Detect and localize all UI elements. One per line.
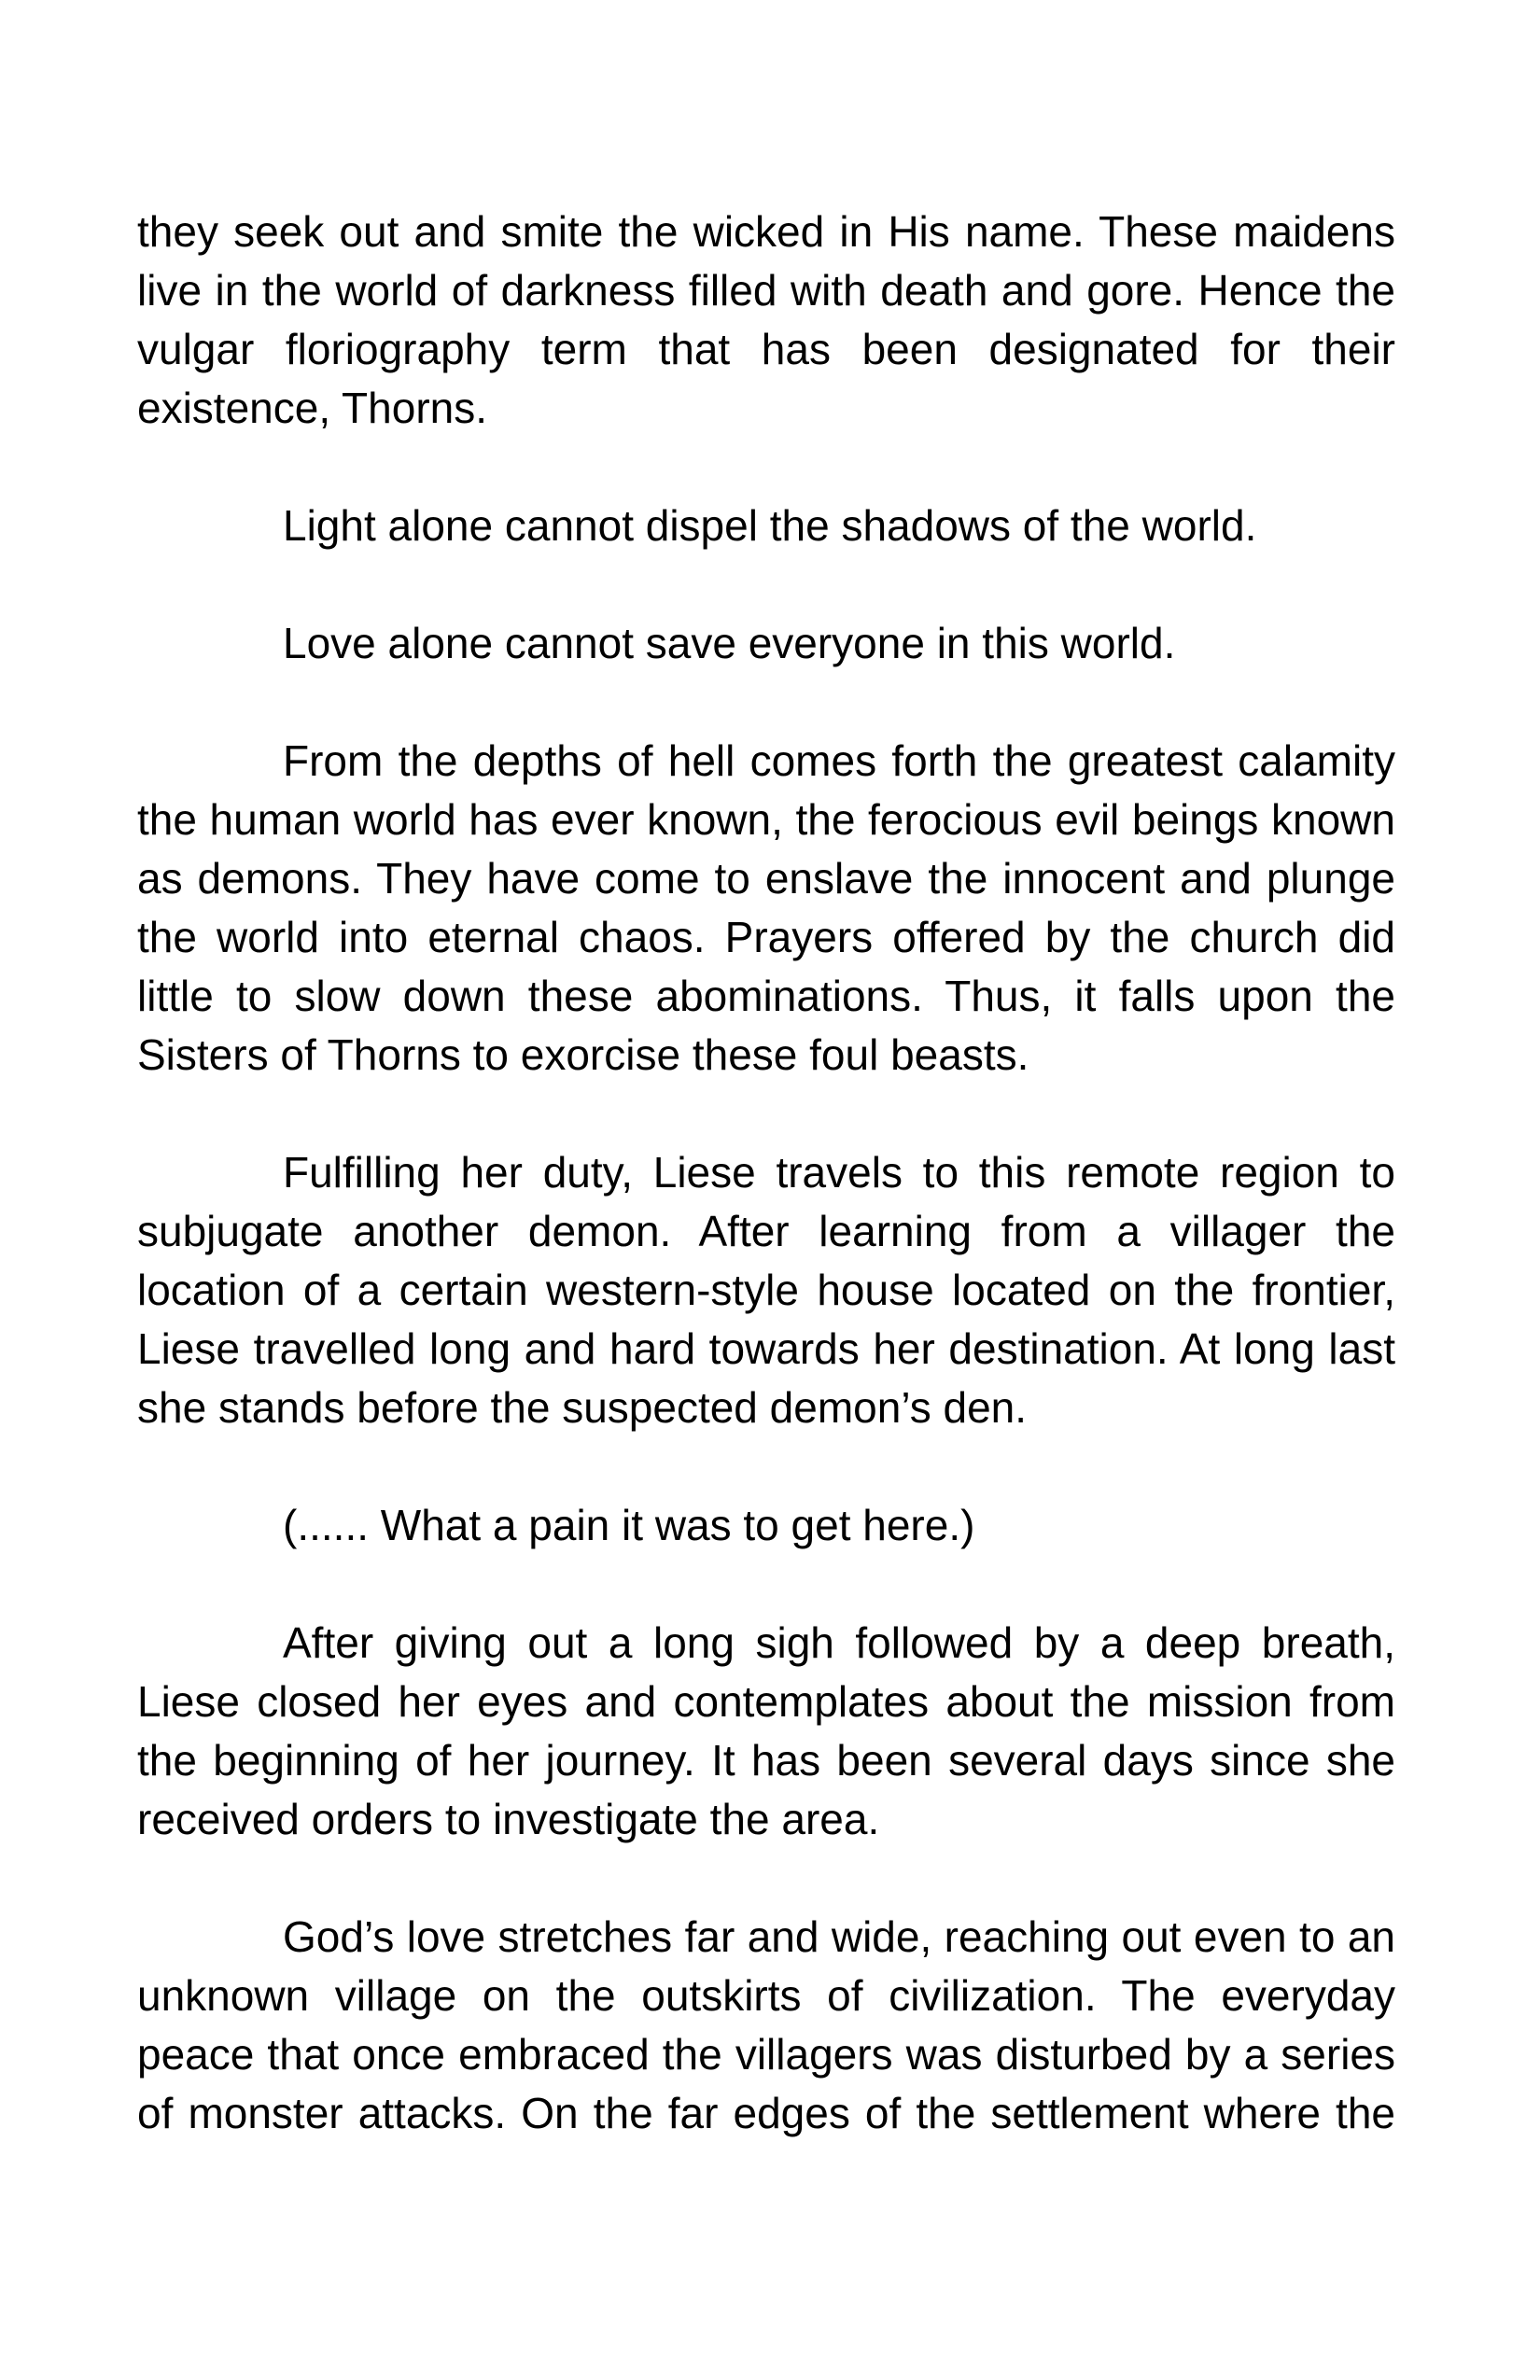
paragraph-gods-love: God’s love stretches far and wide, reaching out even to an unknown village on the outskirts of civilization. The everyday peace that once embraced the villagers was disturbed by a series of monster attacks. On the far edges of the settlement where the <box>137 1912 1395 2137</box>
thought-parenthetical: (...... What a pain it was to get here.) <box>283 1501 975 1549</box>
paragraph-demons-calamity: From the depths of hell comes forth the greatest calamity the human world has ever known, the ferocious evil beings known as demons. They have come to enslave the innocent and plunge the world into eternal chaos. Prayers offered by the church did little to slow down these abominations. Thus, it falls upon the Sisters of Thorns to exorcise these foul beasts. <box>137 736 1395 1079</box>
quote-love-alone: Love alone cannot save everyone in this world. <box>283 619 1176 667</box>
text-column <box>137 203 1395 2143</box>
quote-light-alone: Light alone cannot dispel the shadows of the world. <box>283 501 1257 550</box>
paragraph-thorns-continuation: they seek out and smite the wicked in His name. These maidens live in the world of darkness filled with death and gore. Hence the vulgar floriography term that has been designated for their existence, Thorns. <box>137 207 1395 432</box>
paragraph-liese-mission: Fulfilling her duty, Liese travels to this remote region to subjugate another demon. After learning from a villager the location of a certain western-style house located on the frontier, Liese travelled long and hard towards her destination. At long last she stands before the suspected demon’s den. <box>137 1148 1395 1432</box>
paragraph-deep-breath: After giving out a long sigh followed by a deep breath, Liese closed her eyes and contemplates about the mission from the beginning of her journey. It has been several days since she received orders to investigate the area. <box>137 1618 1395 1843</box>
